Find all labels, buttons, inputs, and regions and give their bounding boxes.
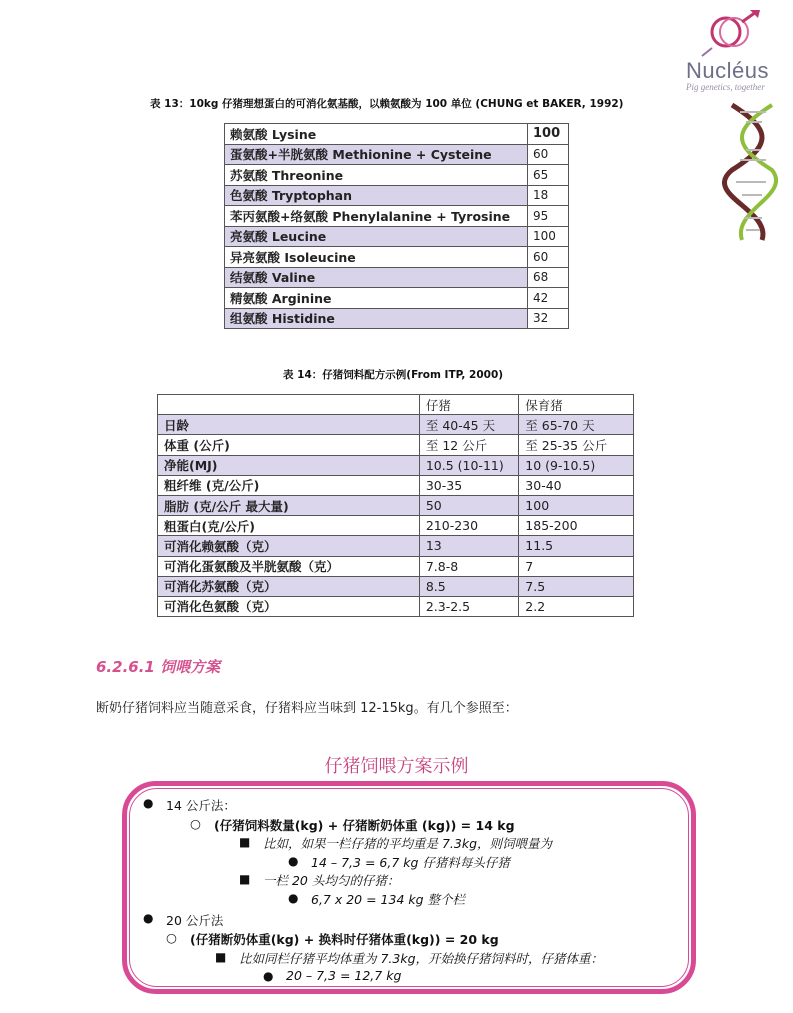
amino-acid-name: 异亮氨酸 Isoleucine <box>225 247 528 268</box>
calc-whole-pen: 6,7 x 20 = 134 kg 整个栏 <box>311 892 466 907</box>
nursery-value: 185-200 <box>519 516 634 536</box>
table14-caption: 表 14：仔猪饲料配方示例(From ITP, 2000) <box>283 369 504 381</box>
table-row <box>158 596 634 616</box>
table-row <box>158 536 634 556</box>
section-heading: 6.2.6.1 饲喂方案 <box>96 658 221 676</box>
method-20kg-label: 20 公斤法 <box>166 913 224 928</box>
table-row <box>225 165 569 186</box>
amino-acid-value: 100 <box>528 124 569 145</box>
section-paragraph: 断奶仔猪饲料应当随意采食，仔猪料应当味到 12-15kg。有几个参照至： <box>96 701 518 716</box>
calc-switch-weight: 20 – 7,3 = 12,7 kg <box>286 968 402 983</box>
piglet-value: 至 12 公斤 <box>419 435 518 455</box>
nursery-value: 至 65-70 天 <box>519 415 634 435</box>
amino-acid-name: 结氨酸 Valine <box>225 267 528 288</box>
piglet-value: 8.5 <box>419 576 518 596</box>
nucleus-logo-icon <box>690 8 770 60</box>
nursery-value: 至 25-35 公斤 <box>519 435 634 455</box>
table-row <box>158 455 634 475</box>
bullet-icon: ● <box>288 854 299 868</box>
table-row <box>225 206 569 227</box>
bullet-icon: ● <box>288 891 299 905</box>
piglet-value: 210-230 <box>419 516 518 536</box>
amino-acid-value: 60 <box>528 247 569 268</box>
amino-acid-value: 32 <box>528 308 569 329</box>
table-row <box>225 308 569 329</box>
square-bullet-icon: ■ <box>239 835 251 849</box>
amino-acid-name: 苯丙氨酸+络氨酸 Phenylalanine + Tyrosine <box>225 206 528 227</box>
table-row <box>158 495 634 515</box>
table-row <box>225 226 569 247</box>
amino-acid-name: 苏氨酸 Threonine <box>225 165 528 186</box>
formula-20kg: (仔猪断奶体重(kg) + 换料时仔猪体重(kg)) = 20 kg <box>190 932 499 947</box>
piglet-value: 30-35 <box>419 475 518 495</box>
table-row <box>158 435 634 455</box>
row-label: 净能(MJ) <box>158 455 420 475</box>
column-header <box>158 395 420 415</box>
piglet-value: 13 <box>419 536 518 556</box>
column-header: 仔猪 <box>419 395 518 415</box>
table-row <box>225 267 569 288</box>
row-label: 脂肪 (克/公斤 最大量) <box>158 495 420 515</box>
bullet-icon: ● <box>263 969 274 983</box>
nursery-value: 30-40 <box>519 475 634 495</box>
table-row <box>225 144 569 165</box>
nursery-value: 7.5 <box>519 576 634 596</box>
dna-helix-icon <box>722 100 782 245</box>
amino-acid-table <box>224 123 569 329</box>
row-label: 可消化蛋氨酸及半胱氨酸（克） <box>158 556 420 576</box>
piglet-value: 至 40-45 天 <box>419 415 518 435</box>
piglet-value: 2.3-2.5 <box>419 596 518 616</box>
square-bullet-icon: ■ <box>239 872 251 886</box>
nursery-value: 10 (9-10.5) <box>519 455 634 475</box>
piglet-value: 7.8-8 <box>419 556 518 576</box>
feed-formula-table <box>157 394 634 617</box>
logo-name: Nucléus <box>686 58 769 83</box>
table-row <box>158 516 634 536</box>
logo-tagline: Pig genetics, together <box>686 82 765 92</box>
formula-14kg: (仔猪饲料数量(kg) + 仔猪断奶体重 (kg)) = 14 kg <box>214 818 515 833</box>
piglet-value: 50 <box>419 495 518 515</box>
amino-acid-name: 组氨酸 Histidine <box>225 308 528 329</box>
row-label: 粗纤维 (克/公斤) <box>158 475 420 495</box>
table-row <box>158 576 634 596</box>
row-label: 体重 (公斤) <box>158 435 420 455</box>
nursery-value: 100 <box>519 495 634 515</box>
nursery-value: 2.2 <box>519 596 634 616</box>
circle-bullet-icon: ○ <box>166 930 177 945</box>
calc-per-piglet: 14 – 7,3 = 6,7 kg 仔猪料每头仔猪 <box>311 855 510 870</box>
amino-acid-value: 65 <box>528 165 569 186</box>
column-header: 保育猪 <box>519 395 634 415</box>
method-14kg-label: 14 公斤法： <box>166 798 236 813</box>
amino-acid-name: 蛋氨酸+半胱氨酸 Methionine + Cysteine <box>225 144 528 165</box>
amino-acid-name: 亮氨酸 Leucine <box>225 226 528 247</box>
bullet-icon: ● <box>143 796 154 810</box>
row-label: 可消化苏氨酸（克） <box>158 576 420 596</box>
table13-caption: 表 13：10kg 仔猪理想蛋白的可消化氨基酸，以赖氨酸为 100 单位 (CHUNG et BAKER, 1992) <box>150 98 624 110</box>
amino-acid-value: 100 <box>528 226 569 247</box>
table-row <box>225 124 569 145</box>
table-row <box>158 475 634 495</box>
example-20kg-text: 比如同栏仔猪平均体重为 7.3kg，开始换仔猪饲料时，仔猪体重： <box>239 951 604 966</box>
square-bullet-icon: ■ <box>215 950 227 964</box>
amino-acid-value: 68 <box>528 267 569 288</box>
amino-acid-value: 95 <box>528 206 569 227</box>
amino-acid-value: 18 <box>528 185 569 206</box>
amino-acid-name: 精氨酸 Arginine <box>225 288 528 309</box>
table-row <box>158 556 634 576</box>
amino-acid-name: 赖氨酸 Lysine <box>225 124 528 145</box>
nursery-value: 11.5 <box>519 536 634 556</box>
amino-acid-name: 色氨酸 Tryptophan <box>225 185 528 206</box>
feeding-plan-title: 仔猪饲喂方案示例 <box>324 756 469 777</box>
row-label: 粗蛋白(克/公斤) <box>158 516 420 536</box>
row-label: 可消化赖氨酸（克） <box>158 536 420 556</box>
table-header-row <box>158 395 634 415</box>
amino-acid-value: 60 <box>528 144 569 165</box>
piglet-value: 10.5 (10-11) <box>419 455 518 475</box>
circle-bullet-icon: ○ <box>190 816 201 831</box>
table-row <box>158 415 634 435</box>
table-row <box>225 185 569 206</box>
row-label: 日龄 <box>158 415 420 435</box>
nursery-value: 7 <box>519 556 634 576</box>
row-label: 可消化色氨酸（克） <box>158 596 420 616</box>
bullet-icon: ● <box>143 911 154 925</box>
table-row <box>225 288 569 309</box>
amino-acid-value: 42 <box>528 288 569 309</box>
table-row <box>225 247 569 268</box>
pen-of-20-text: 一栏 20 头均匀的仔猪： <box>263 873 400 888</box>
example-14kg-text: 比如，如果一栏仔猪的平均重是 7.3kg，则饲喂量为 <box>263 836 553 851</box>
